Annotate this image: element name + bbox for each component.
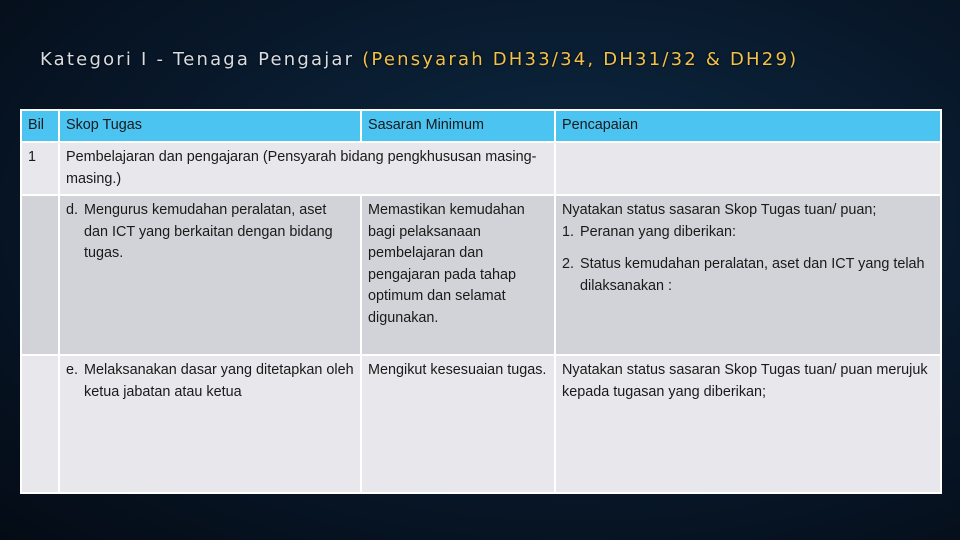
cell-pencapaian-d (555, 195, 941, 355)
list-item (562, 254, 934, 297)
slide-title (40, 50, 920, 69)
slide-title-highlight: (Pensyarah DH33/34, DH31/32 & DH29) (362, 49, 799, 70)
cell-skop-d (59, 195, 361, 355)
list-marker: 1. (562, 223, 575, 240)
table-header-row (21, 110, 941, 142)
list-marker: d. (66, 202, 79, 218)
cell-pencapaian-e: Nyatakan status sasaran Skop Tugas tuan/ puan merujuk kepada tugasan yang diberikan; (555, 355, 941, 493)
header-bil: Bil (21, 110, 59, 142)
slide-title-main: Kategori I - Tenaga Pengajar (40, 49, 363, 70)
list-marker: 2. (562, 256, 575, 272)
header-skop-tugas: Skop Tugas (59, 110, 361, 142)
list-text: Peranan yang diberikan: (580, 223, 737, 240)
list-text: Mengurus kemudahan peralatan, aset dan ICT yang berkaitan dengan bidang tugas. (84, 202, 333, 261)
list-item (66, 360, 354, 403)
cell-bil-empty (21, 195, 59, 355)
header-sasaran-minimum: Sasaran Minimum (361, 110, 555, 142)
cell-bil: 1 (21, 142, 59, 195)
cell-skop-e (59, 355, 361, 493)
cell-pencapaian-empty (555, 142, 941, 195)
list-text: Melaksanakan dasar yang ditetapkan oleh ketua jabatan atau ketua (84, 362, 354, 400)
scope-table (20, 109, 942, 494)
cell-bil-empty (21, 355, 59, 493)
list-text: Status kemudahan peralatan, aset dan ICT yang telah dilaksanakan : (580, 256, 925, 294)
header-pencapaian: Pencapaian (555, 110, 941, 142)
table-row (21, 142, 941, 195)
list-marker: e. (66, 362, 79, 378)
pencapaian-intro: Nyatakan status sasaran Skop Tugas tuan/ puan; (562, 202, 877, 218)
cell-sasaran-d: Memastikan kemudahan bagi pelaksanaan pembelajaran dan pengajaran pada tahap optimum dan selamat digunakan. (361, 195, 555, 355)
list-item (562, 222, 934, 244)
cell-skop-category: Pembelajaran dan pengajaran (Pensyarah bidang pengkhususan masing-masing.) (59, 142, 555, 195)
cell-sasaran-e: Mengikut kesesuaian tugas. (361, 355, 555, 493)
table-row (21, 355, 941, 493)
list-item (66, 200, 354, 265)
table-row (21, 195, 941, 355)
spacer (562, 243, 934, 254)
